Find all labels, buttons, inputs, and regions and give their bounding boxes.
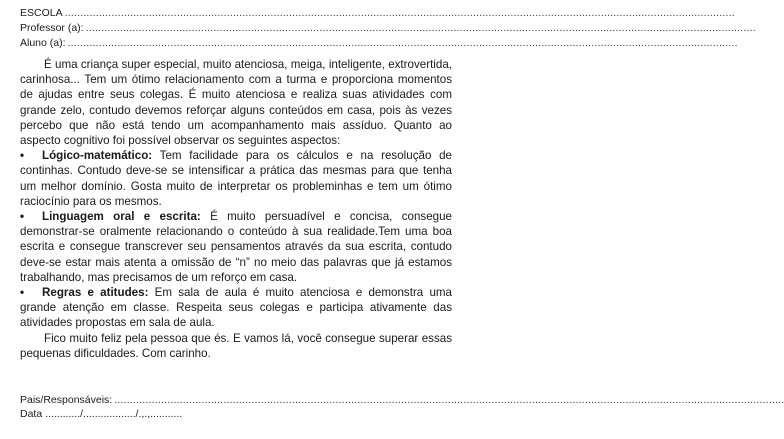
escola-label: ESCOLA xyxy=(20,7,63,19)
date-field xyxy=(20,407,452,421)
bullet-symbol: • xyxy=(20,210,25,224)
closing-paragraph: Fico muito feliz pela pessoa que és. E vamos lá, você consegue superar essas pequenas dificuldades. Com carinho. xyxy=(20,331,452,360)
bullet-text: É muito persuadível e concisa, consegue demonstrar-se oralmente relacionando o conteúdo à sua realidade.Tem uma boa escrita e consegue transcrever seu pensamentos através da sua escrita, contudo deve-se estar mais atenta a omissão de “n” no meio das palavras que já estamos trabalhando, mas precisamos de um reforço em casa. xyxy=(20,210,452,284)
bullet-symbol: • xyxy=(20,286,25,300)
date-label: Data xyxy=(20,408,43,420)
bullet-heading: Regras e atitudes: xyxy=(42,286,149,300)
bullet-linguagem xyxy=(20,209,452,285)
signature-footer xyxy=(20,393,784,421)
aluno-blank: ....................................................................................................................................................................................................................... xyxy=(67,37,738,49)
bullet-heading: Linguagem oral e escrita: xyxy=(42,210,201,224)
bullet-text: Em sala de aula é muito atenciosa e demonstra uma grande atenção em classe. Respeita seus colegas e participa ativamente das atividades propostas em sala de aula. xyxy=(20,286,452,330)
intro-paragraph: É uma criança super especial, muito atenciosa, meiga, inteligente, extrovertida, carinhosa... Tem um ótimo relacionamento com a turma e proporciona momentos de ajudas entre seus colegas. É muito atenciosa e realiza suas atividades com grande zelo, contudo devemos reforçar alguns conteúdos em casa, pois às vezes percebo que não está tendo um acompanhamento mais assíduo. Quanto ao aspecto cognitivo foi possível observar os seguintes aspectos: xyxy=(20,58,452,148)
pais-field xyxy=(20,393,784,407)
pais-blank: ....................................................................................................................................................................................................................... xyxy=(114,394,784,406)
professor-label: Professor (a): xyxy=(20,22,84,34)
aluno-field xyxy=(20,36,738,51)
bullet-text: Tem facilidade para os cálculos e na resolução de continhas. Contudo deve-se se intensificar a prática das mesmas para que tenha um melhor domínio. Gosta muito de interpretar os probleminhas e tem um ótimo raciocínio para os mesmos. xyxy=(20,149,452,208)
pais-label: Pais/Responsáveis: xyxy=(20,394,113,406)
report-body xyxy=(20,57,452,361)
bullet-logico-matematico xyxy=(20,148,452,209)
date-blanks: ............/................../.,.,........... xyxy=(42,408,183,420)
escola-blank: ....................................................................................................................................................................................................................... xyxy=(64,7,735,19)
bullet-heading: Lógico-matemático: xyxy=(42,149,153,163)
professor-field xyxy=(20,21,756,36)
bullet-symbol: • xyxy=(20,149,25,163)
aluno-label: Aluno (a): xyxy=(20,37,66,49)
bullet-regras-atitudes xyxy=(20,285,452,331)
escola-field xyxy=(20,6,735,21)
professor-blank: ....................................................................................................................................................................................................................... xyxy=(85,22,756,34)
